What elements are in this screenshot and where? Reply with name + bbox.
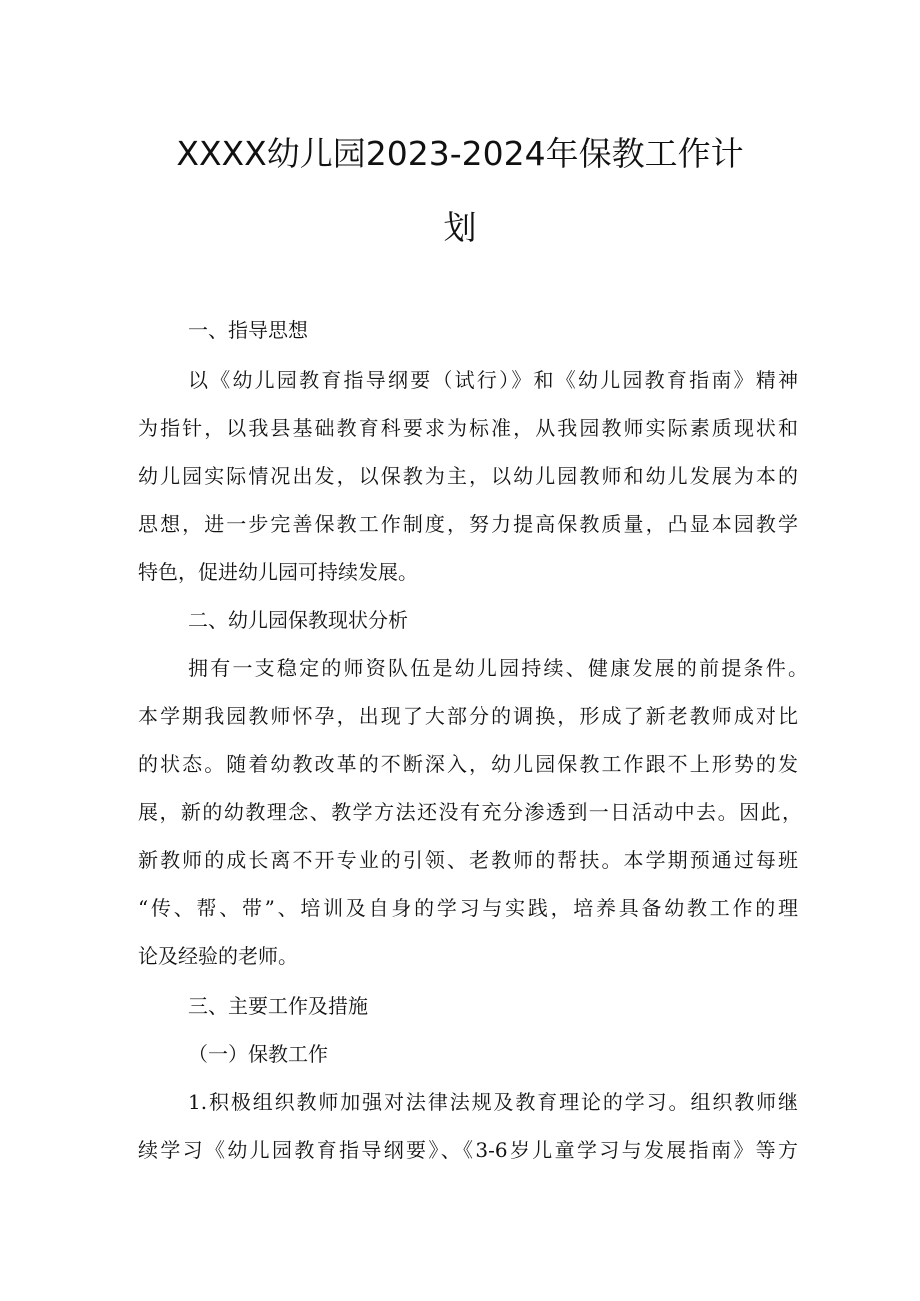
section-heading-main-work: 三、主要工作及措施	[188, 994, 368, 1018]
paragraph-line: 思想，进一步完善保教工作制度，努力提高保教质量，凸显本园教学	[138, 512, 798, 536]
subsection-heading-care-education: （一）保教工作	[188, 1042, 328, 1066]
paragraph-line: 新教师的成长离不开专业的引领、老教师的帮扶。本学期预通过每班	[138, 848, 798, 872]
paragraph-line: 的状态。随着幼教改革的不断深入，幼儿园保教工作跟不上形势的发	[138, 752, 798, 776]
paragraph-line: 为指针，以我县基础教育科要求为标准，从我园教师实际素质现状和	[138, 416, 798, 440]
paragraph-line: 特色，促进幼儿园可持续发展。	[138, 560, 418, 584]
paragraph-line: 1.积极组织教师加强对法律法规及教育理论的学习。组织教师继	[188, 1090, 798, 1114]
paragraph-line: 展，新的幼教理念、教学方法还没有充分渗透到一日活动中去。因此，	[138, 800, 802, 824]
paragraph-line: “传、帮、带”、培训及自身的学习与实践，培养具备幼教工作的理	[138, 896, 798, 920]
section-heading-guiding-thought: 一、指导思想	[188, 318, 308, 342]
document-title-line-1: XXXX幼儿园2023-2024年保教工作计	[176, 134, 744, 173]
paragraph-line: 续学习《幼儿园教育指导纲要》、《3-6岁儿童学习与发展指南》等方	[138, 1138, 798, 1162]
section-heading-status-analysis: 二、幼儿园保教现状分析	[188, 608, 408, 632]
document-title-line-2: 划	[443, 208, 477, 247]
paragraph-line: 论及经验的老师。	[138, 944, 298, 968]
paragraph-line: 拥有一支稳定的师资队伍是幼儿园持续、健康发展的前提条件。	[188, 656, 808, 680]
paragraph-line: 以《幼儿园教育指导纲要（试行）》和《幼儿园教育指南》精神	[188, 368, 798, 392]
paragraph-line: 本学期我园教师怀孕，出现了大部分的调换，形成了新老教师成对比	[138, 704, 798, 728]
paragraph-line: 幼儿园实际情况出发，以保教为主，以幼儿园教师和幼儿发展为本的	[138, 464, 798, 488]
